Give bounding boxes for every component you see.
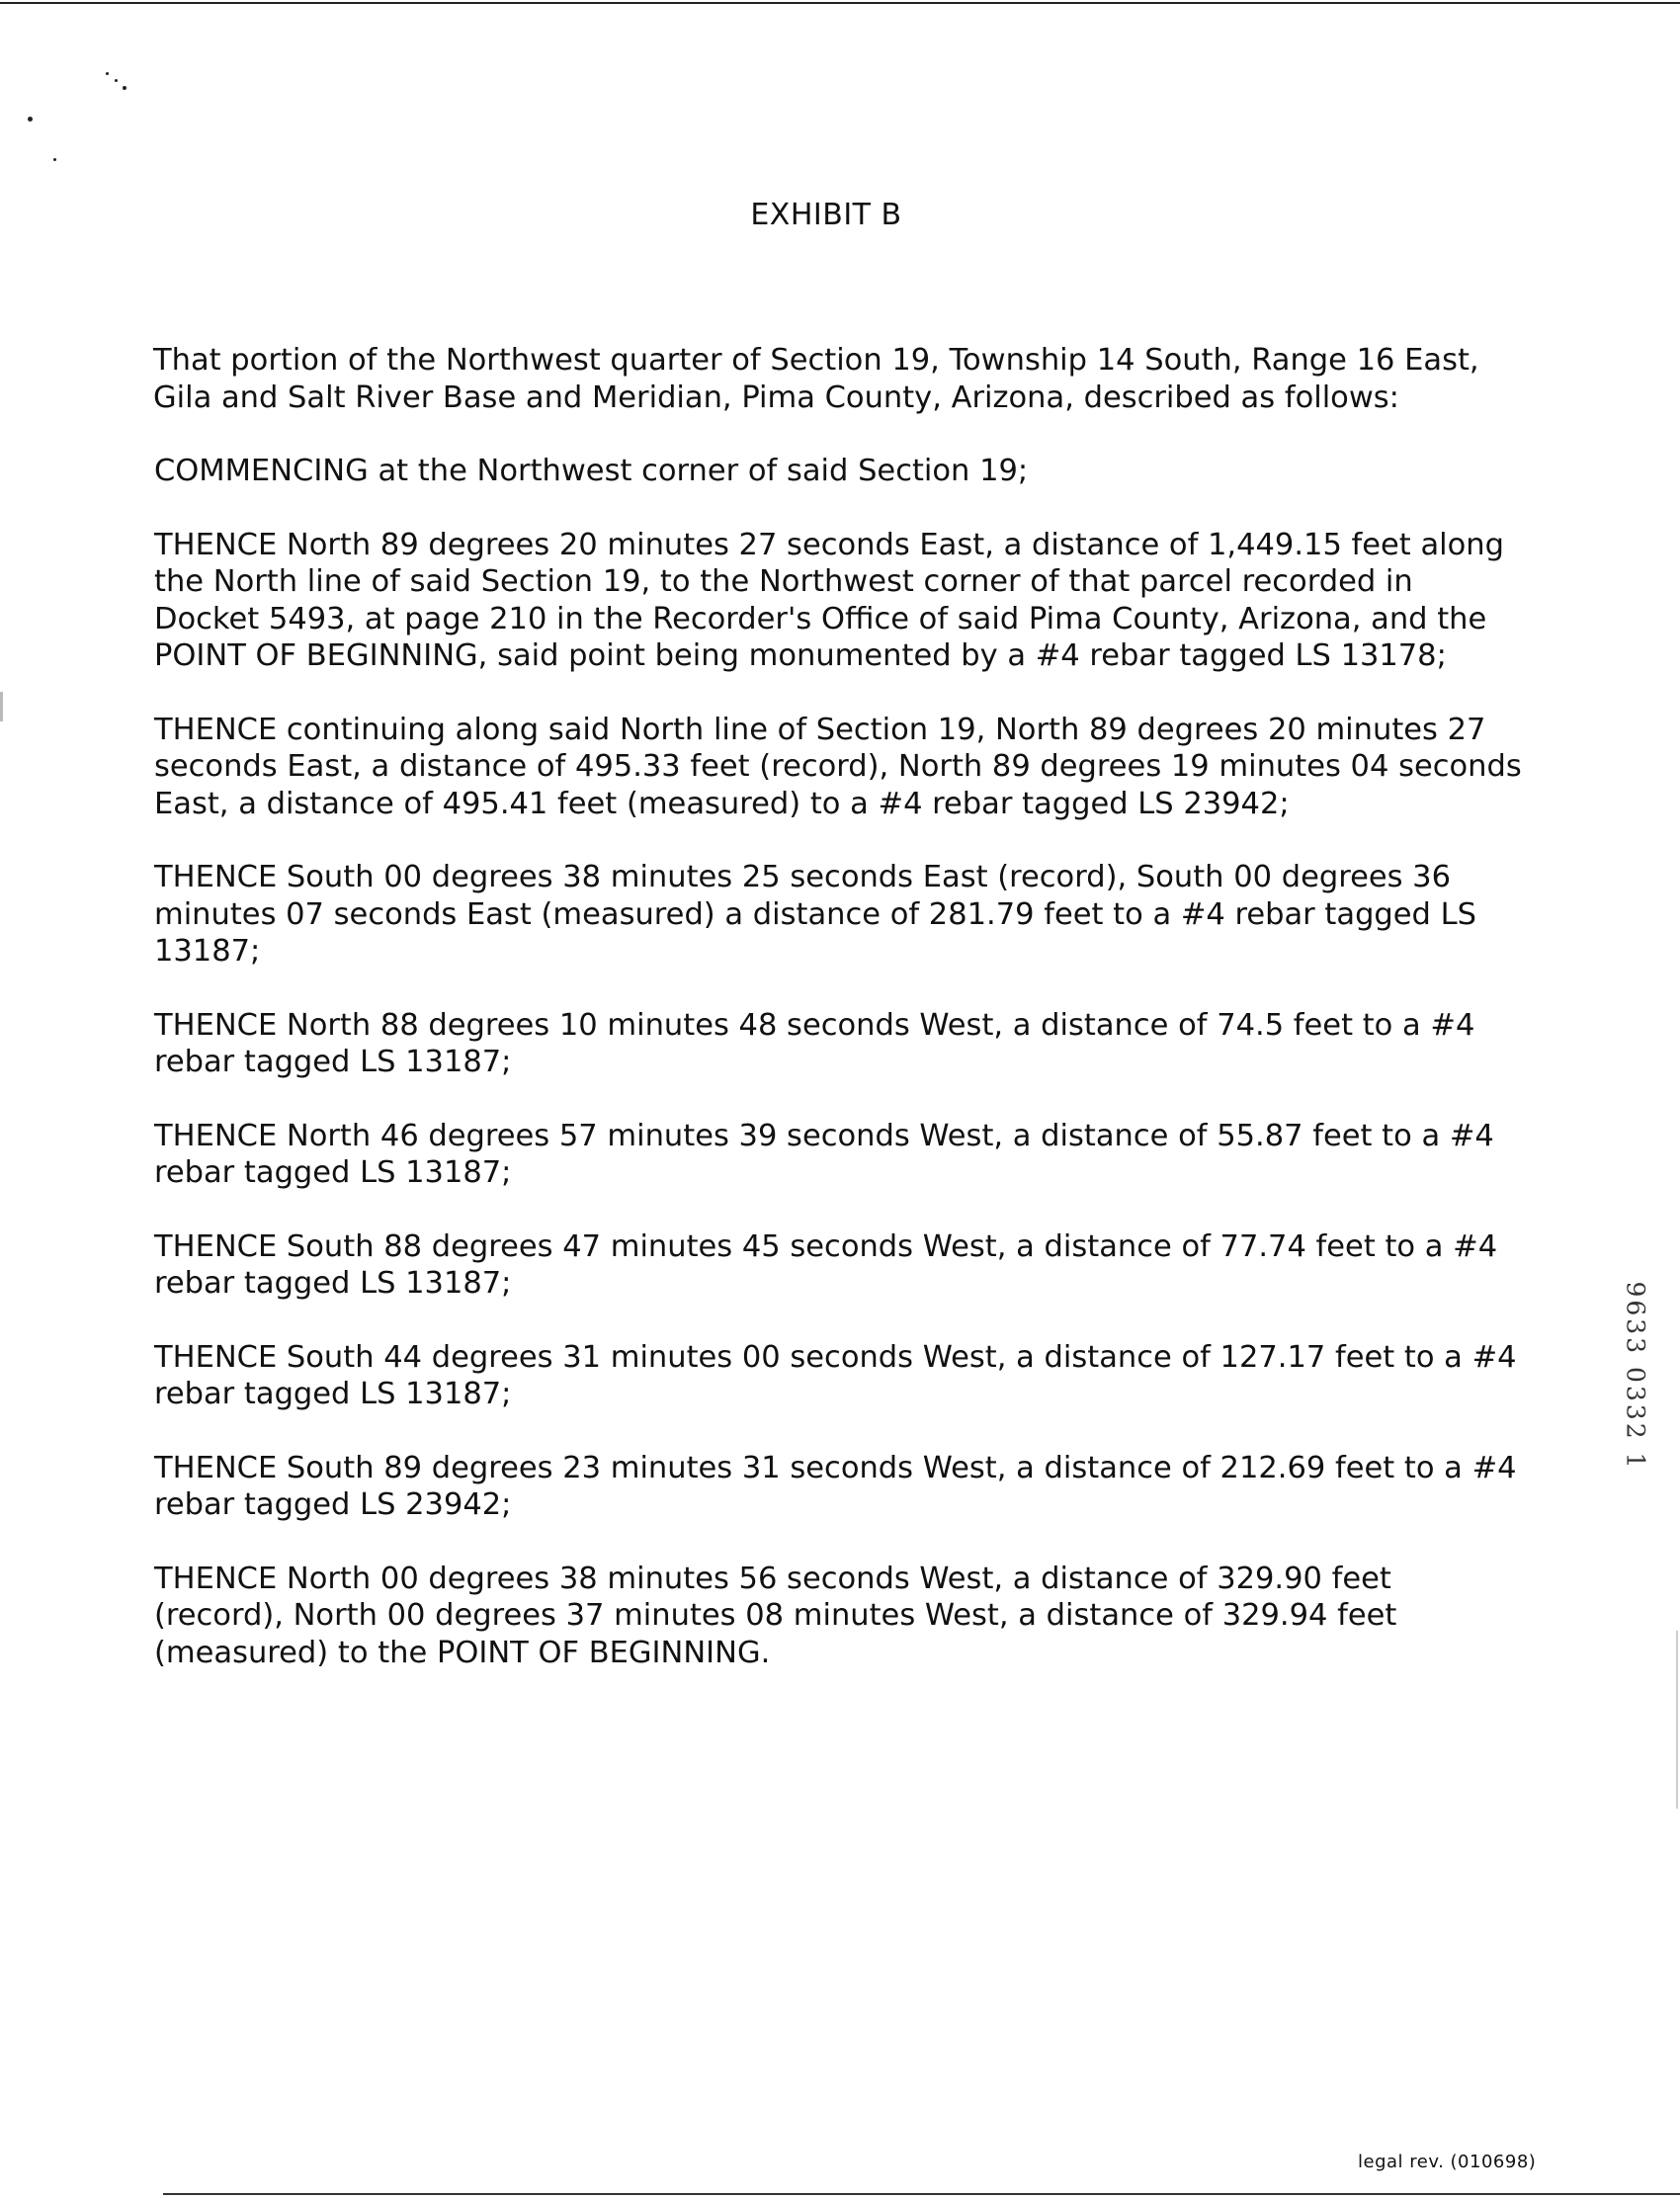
paragraph-course-3: THENCE South 00 degrees 38 minutes 25 seconds East (record), South 00 degrees 36 minutes 07 seconds East (measured) a distance of 281.79 feet to a #4 rebar tagged LS 13187;	[154, 860, 1476, 969]
footer-revision: legal rev. (010698)	[1358, 2152, 1537, 2172]
paragraph-course-9: THENCE North 00 degrees 38 minutes 56 seconds West, a distance of 329.90 feet (record), North 00 degrees 37 minutes 08 minutes West, a distance of 329.94 feet (measured) to the POINT OF BEGINNING.	[154, 1561, 1397, 1670]
recording-stamp-number: 9633 0332 1	[1621, 1280, 1650, 1472]
scan-speck	[123, 86, 126, 90]
left-scan-mark	[0, 692, 3, 721]
paragraph-course-2: THENCE continuing along said North line of Section 19, North 89 degrees 20 minutes 27 seconds East, a distance of 495.33 feet (record), North 89 degrees 19 minutes 04 seconds East, a distance of 495.41 feet (measured) to a #4 rebar tagged LS 23942;	[154, 712, 1522, 821]
scan-speck	[115, 79, 118, 82]
paragraph-course-4: THENCE North 88 degrees 10 minutes 48 seconds West, a distance of 74.5 feet to a #4 rebar tagged LS 13187;	[154, 1007, 1475, 1079]
paragraph-commencing: COMMENCING at the Northwest corner of said Section 19;	[154, 454, 1029, 488]
paragraph-course-7: THENCE South 44 degrees 31 minutes 00 seconds West, a distance of 127.17 feet to a #4 rebar tagged LS 13187;	[154, 1339, 1517, 1411]
paragraph-preamble: That portion of the Northwest quarter of Section 19, Township 14 South, Range 16 East, Gila and Salt River Base and Meridian, Pima County, Arizona, described as follows:	[153, 343, 1479, 415]
scan-speck	[28, 117, 33, 122]
document-title: EXHIBIT B	[750, 198, 902, 232]
scan-speck	[53, 158, 56, 161]
right-scan-mark	[1676, 1631, 1678, 1809]
top-page-edge	[0, 2, 1680, 4]
paragraph-course-6: THENCE South 88 degrees 47 minutes 45 seconds West, a distance of 77.74 feet to a #4 rebar tagged LS 13187;	[154, 1228, 1498, 1301]
bottom-page-edge	[163, 2193, 1680, 2195]
recording-stamp	[1623, 1247, 1648, 1504]
legal-description	[154, 342, 1557, 1708]
paragraph-course-8: THENCE South 89 degrees 23 minutes 31 seconds West, a distance of 212.69 feet to a #4 rebar tagged LS 23942;	[154, 1450, 1517, 1522]
scan-speck	[106, 72, 109, 75]
paragraph-course-5: THENCE North 46 degrees 57 minutes 39 seconds West, a distance of 55.87 feet to a #4 rebar tagged LS 13187;	[154, 1118, 1494, 1190]
paragraph-course-1: THENCE North 89 degrees 20 minutes 27 seconds East, a distance of 1,449.15 feet along the North line of said Section 19, to the Northwest corner of that parcel recorded in Docket 5493, at page 210 in the Recorder's Office of said Pima County, Arizona, and the POINT OF BEGINNING, said point being monumented by a #4 rebar tagged LS 13178;	[154, 527, 1504, 673]
